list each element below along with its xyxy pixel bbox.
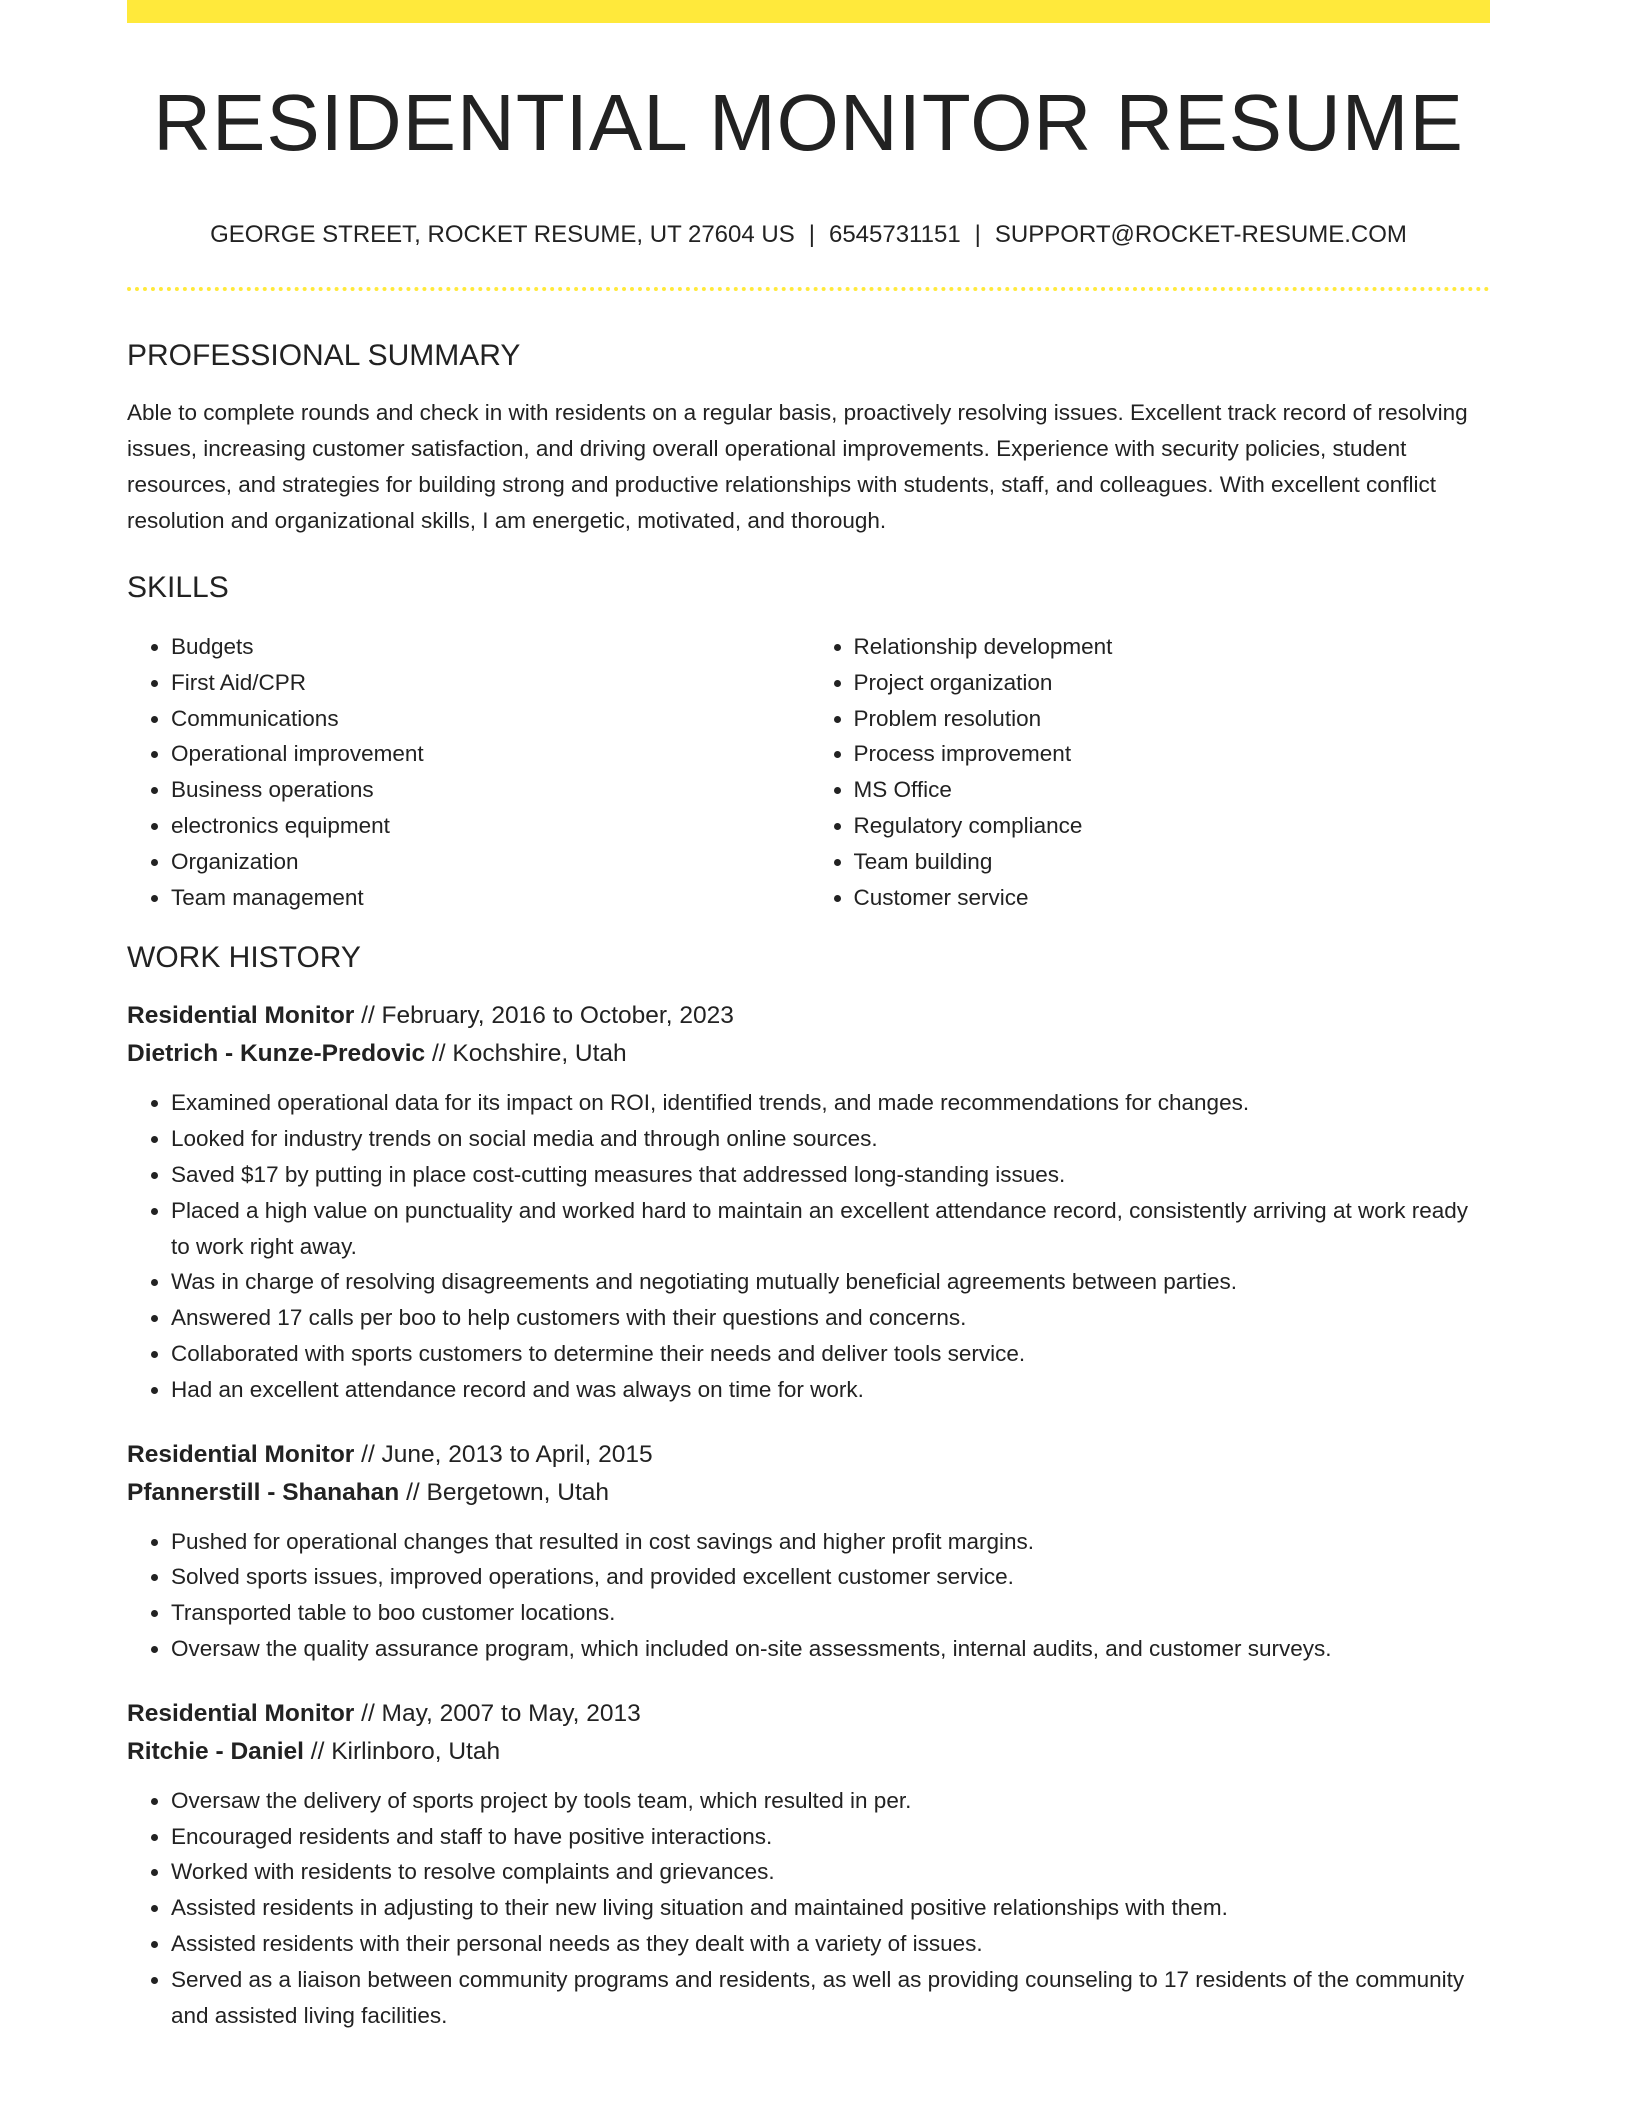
job-bullet: • Examined operational data for its impact on ROI, identified trends, and made recommendations for changes. xyxy=(171,1085,1490,1121)
job-bullet: • Collaborated with sports customers to determine their needs and deliver tools service. xyxy=(171,1336,1490,1372)
skill-item: • Team management xyxy=(171,880,809,916)
skill-item: • Problem resolution xyxy=(854,701,1491,737)
job-bullet: • Pushed for operational changes that resulted in cost savings and higher profit margins. xyxy=(171,1524,1490,1560)
skills-heading: SKILLS xyxy=(127,571,229,604)
job-bullet: • Looked for industry trends on social media and through online sources. xyxy=(171,1121,1490,1157)
contact-phone: 6545731151 xyxy=(828,221,961,248)
job-role: Residential Monitor xyxy=(127,1440,355,1468)
job-company: Dietrich - Kunze-Predovic xyxy=(127,1040,426,1068)
skill-item: • Business operations xyxy=(171,772,809,808)
skills-left-column xyxy=(127,629,809,915)
dotted-divider xyxy=(127,287,1490,291)
job-bullets xyxy=(127,1524,1490,1667)
job-bullet: • Served as a liaison between community programs and residents, as well as providing counseling to 17 residents of the community and assisted living facilities. xyxy=(171,1962,1490,2034)
job-location: // Kirlinboro, Utah xyxy=(303,1737,501,1765)
job-role: Residential Monitor xyxy=(127,1002,355,1030)
job-bullet: • Saved $17 by putting in place cost-cutting measures that addressed long-standing issues. xyxy=(171,1157,1490,1193)
job-dates: // February, 2016 to October, 2023 xyxy=(354,1002,734,1030)
job-company: Ritchie - Daniel xyxy=(127,1737,304,1765)
skill-item: • electronics equipment xyxy=(171,808,809,844)
job-bullet: • Placed a high value on punctuality and worked hard to maintain an excellent attendance record, consistently arriving at work ready to work right away. xyxy=(171,1193,1490,1265)
job-dates: // May, 2007 to May, 2013 xyxy=(354,1699,641,1727)
skills-right-column xyxy=(809,629,1491,915)
job-bullet: • Was in charge of resolving disagreements and negotiating mutually beneficial agreements between parties. xyxy=(171,1264,1490,1300)
skill-item: • Organization xyxy=(171,844,809,880)
summary-text: Able to complete rounds and check in with residents on a regular basis, proactively resolving issues. Excellent track record of resolving issues, increasing customer satisfaction, and driving overall operational improvements. Experience with security policies, student resources, and strategies for building strong and productive relationships with students, staff, and colleagues. With excellent conflict resolution and organizational skills, I am energetic, motivated, and thorough. xyxy=(127,400,1468,533)
work-history-heading: WORK HISTORY xyxy=(127,941,361,975)
skill-item: • First Aid/CPR xyxy=(171,665,809,701)
skill-item: • Process improvement xyxy=(854,736,1491,772)
contact-line xyxy=(127,223,1490,247)
contact-email: SUPPORT@ROCKET-RESUME.COM xyxy=(994,221,1407,248)
job-bullet: • Assisted residents with their personal needs as they dealt with a variety of issues. xyxy=(171,1926,1490,1962)
contact-separator: | xyxy=(974,221,981,248)
job-company: Pfannerstill - Shanahan xyxy=(127,1478,400,1506)
contact-address: GEORGE STREET, ROCKET RESUME, UT 27604 US xyxy=(210,221,795,248)
job-entry xyxy=(127,1695,1490,2034)
job-location: // Bergetown, Utah xyxy=(399,1478,610,1506)
skill-item: • Relationship development xyxy=(854,629,1491,665)
skill-item: • Team building xyxy=(854,844,1491,880)
resume-title: RESIDENTIAL MONITOR RESUME xyxy=(153,78,1464,167)
job-role-line xyxy=(127,997,1490,1035)
skill-item: • Operational improvement xyxy=(171,736,809,772)
job-bullet: • Had an excellent attendance record and was always on time for work. xyxy=(171,1372,1490,1408)
job-bullet: • Oversaw the delivery of sports project by tools team, which resulted in per. xyxy=(171,1783,1490,1819)
job-bullet: • Worked with residents to resolve complaints and grievances. xyxy=(171,1854,1490,1890)
job-role-line xyxy=(127,1695,1490,1733)
skill-item: • Customer service xyxy=(854,880,1491,916)
job-company-line xyxy=(127,1035,1490,1073)
top-accent-bar xyxy=(127,0,1490,23)
job-role: Residential Monitor xyxy=(127,1699,355,1727)
skill-item: • Regulatory compliance xyxy=(854,808,1491,844)
skill-item: • Budgets xyxy=(171,629,809,665)
job-company-line xyxy=(127,1474,1490,1512)
resume-page xyxy=(127,0,1490,2033)
job-bullet: • Answered 17 calls per boo to help customers with their questions and concerns. xyxy=(171,1300,1490,1336)
job-bullets xyxy=(127,1085,1490,1407)
job-location: // Kochshire, Utah xyxy=(425,1040,627,1068)
job-bullet: • Assisted residents in adjusting to their new living situation and maintained positive relationships with them. xyxy=(171,1890,1490,1926)
job-company-line xyxy=(127,1733,1490,1771)
job-dates: // June, 2013 to April, 2015 xyxy=(354,1440,653,1468)
job-bullet: • Oversaw the quality assurance program, which included on-site assessments, internal audits, and customer surveys. xyxy=(171,1631,1490,1667)
job-bullet: • Encouraged residents and staff to have positive interactions. xyxy=(171,1819,1490,1855)
summary-heading: PROFESSIONAL SUMMARY xyxy=(127,339,521,372)
skill-item: • MS Office xyxy=(854,772,1491,808)
job-bullets xyxy=(127,1783,1490,2034)
job-entry xyxy=(127,997,1490,1407)
job-bullet: • Transported table to boo customer locations. xyxy=(171,1595,1490,1631)
job-bullet: • Solved sports issues, improved operations, and provided excellent customer service. xyxy=(171,1559,1490,1595)
skill-item: • Project organization xyxy=(854,665,1491,701)
skill-item: • Communications xyxy=(171,701,809,737)
job-entry xyxy=(127,1436,1490,1667)
contact-separator: | xyxy=(808,221,815,248)
job-role-line xyxy=(127,1436,1490,1474)
skills-list xyxy=(127,629,1490,915)
